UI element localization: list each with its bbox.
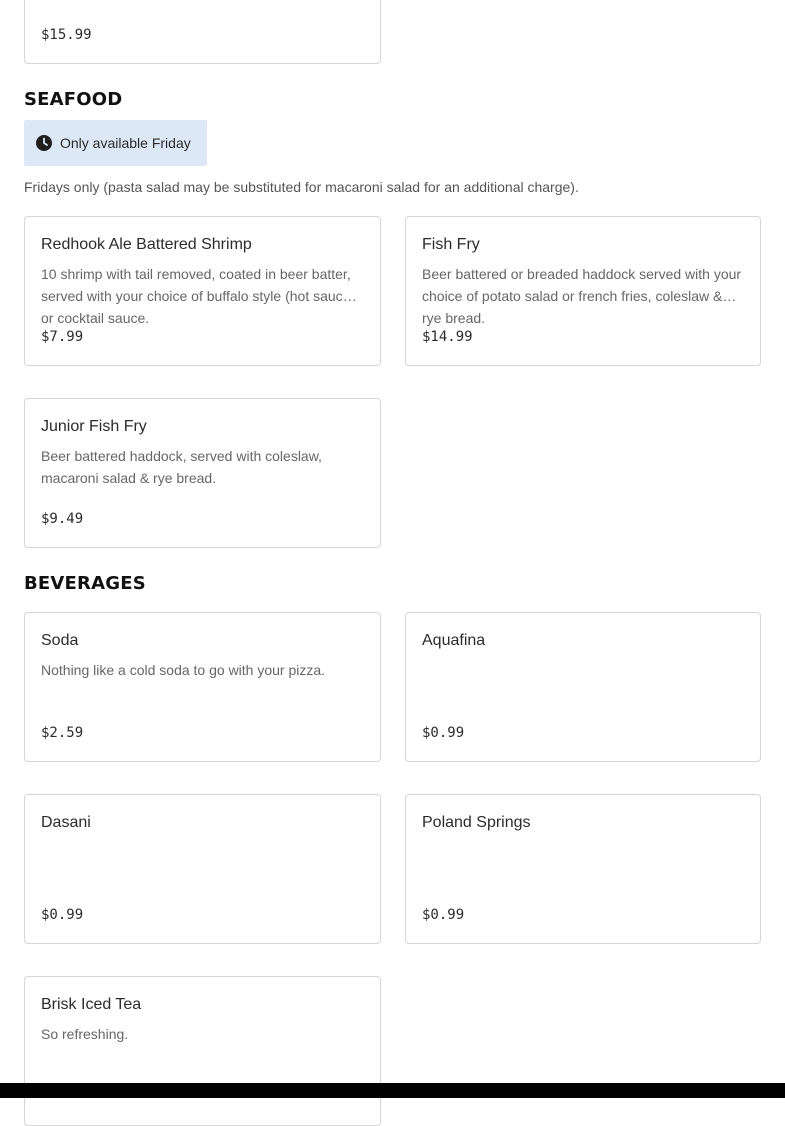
- item-name: Brisk Iced Tea: [41, 996, 142, 1013]
- item-name: Aquafina: [422, 632, 486, 649]
- menu-item-card[interactable]: [24, 976, 381, 1126]
- menu-item-card[interactable]: [24, 0, 381, 64]
- item-price: $7.99: [41, 329, 84, 345]
- item-name: Soda: [41, 632, 79, 649]
- item-price: $9.49: [41, 511, 84, 527]
- item-price: $15.99: [41, 27, 92, 43]
- section-note: Fridays only (pasta salad may be substituted for macaroni salad for an additional charge).: [24, 179, 579, 195]
- item-name: Junior Fish Fry: [41, 418, 147, 435]
- menu-item-card[interactable]: [405, 794, 761, 944]
- menu-item-card[interactable]: [24, 612, 381, 762]
- item-price: $2.59: [41, 725, 84, 741]
- item-price: $14.99: [422, 329, 473, 345]
- menu-item-card[interactable]: [405, 612, 761, 762]
- item-name: Fish Fry: [422, 236, 480, 253]
- item-description: Beer battered haddock, served with coleslaw, macaroni salad & rye bread.: [41, 448, 322, 486]
- availability-text: Only available Friday: [60, 135, 191, 151]
- menu-item-card[interactable]: [24, 216, 381, 366]
- clock-icon: [36, 135, 52, 151]
- section-title-beverages: BEVERAGES: [24, 573, 146, 594]
- item-name: Dasani: [41, 814, 91, 831]
- item-name: Poland Springs: [422, 814, 531, 831]
- section-title-seafood: SEAFOOD: [24, 89, 123, 110]
- bottom-bar: [0, 1083, 785, 1098]
- item-price: $0.99: [422, 725, 465, 741]
- menu-item-card[interactable]: [24, 794, 381, 944]
- item-price: $0.99: [422, 907, 465, 923]
- item-description: So refreshing.: [41, 1026, 129, 1042]
- item-description: 10 shrimp with tail removed, coated in beer batter, served with your choice of buffalo style (hot sauce) or cocktail sauce.: [41, 266, 356, 326]
- item-price: $0.99: [41, 907, 84, 923]
- item-name: Redhook Ale Battered Shrimp: [41, 236, 252, 253]
- menu-item-card[interactable]: [24, 398, 381, 548]
- item-description: Nothing like a cold soda to go with your pizza.: [41, 662, 326, 678]
- menu-item-card[interactable]: [405, 216, 761, 366]
- item-description: Beer battered or breaded haddock served with your choice of potato salad or french fries, coleslaw & rye bread.: [422, 266, 742, 326]
- availability-badge: [24, 120, 207, 166]
